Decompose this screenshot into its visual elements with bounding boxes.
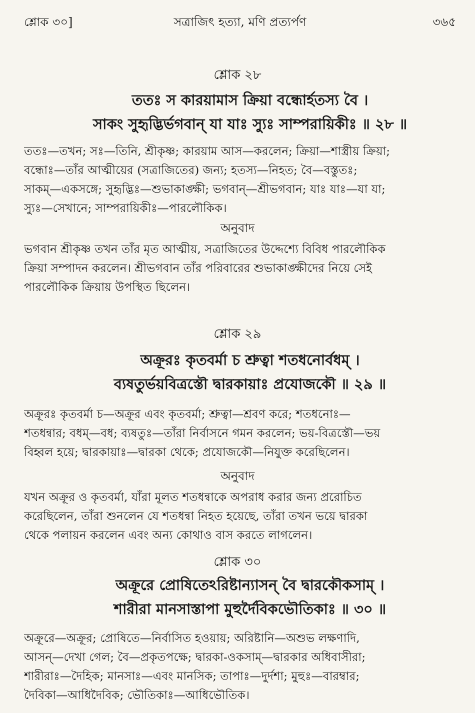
verse-29-translation-heading: অনুবাদ	[220, 469, 255, 483]
translation-line: ক্রিয়া সম্পাদন করলেন। শ্রীভগবান তাঁর পরিবারের শুভাকাঙ্ক্ষীদের নিয়ে সেই	[24, 261, 373, 275]
verse-29-number: শ্লোক ২৯	[213, 327, 262, 342]
word-meaning-line: শারীরাঃ—দৈহিক; মানসাঃ—এবং মানসিক; তাপাঃ—দুর্দশা; মুহুঃ—বারম্বার;	[24, 669, 360, 683]
verse-28-translation-heading: অনুবাদ	[220, 221, 255, 235]
word-meaning-line: শতধন্বার; বধম্—বধ; ব্যষতুঃ—তাঁরা নির্বাসনে গমন করলেন; ভয়-বিত্রস্তৌ—ভয়	[24, 426, 381, 440]
verse-29-word-meanings	[24, 405, 456, 462]
verse-28-number: শ্লোক ২৮	[213, 68, 262, 83]
translation-line: ভগবান শ্রীকৃষ্ণ তখন তাঁর মৃত আত্মীয়, সত্রাজিতের উদ্দেশ্যে বিবিধ পারলৌকিক	[24, 242, 386, 256]
verse-30-word-meanings	[24, 629, 456, 705]
verse-30-line-2: শারীরা মানসাস্তাপা মুহুর্দৈবিকভৌতিকাঃ ॥ ৩০ ॥	[113, 601, 387, 618]
word-meaning-line: সাকম্—একসঙ্গে; সুহৃদ্ভিঃ—শুভাকাঙ্ক্ষী; ভগবান্—শ্রীভগবান; যাঃ যাঃ—যা যা;	[24, 182, 386, 196]
page-number: ৩৬৫	[432, 15, 456, 29]
word-meaning-line: বন্ধোঃ—তাঁর আত্মীয়ের (সত্রাজিতের) জন্য; হতস্য—নিহত; বৈ—বস্তুতঃ;	[24, 163, 358, 177]
verse-29-translation	[24, 488, 456, 545]
translation-line: থেকে পলায়ন করলেন এবং অন্য কোথাও বাস করতে লাগলেন।	[24, 528, 313, 542]
chapter-title: সত্রাজিৎ হত্যা, মণি প্রত্যর্পণ	[173, 15, 307, 29]
translation-line: যখন অক্রূর ও কৃতবর্মা, যাঁরা মূলত শতধন্বাকে অপরাধ করার জন্য প্ররোচিত	[24, 490, 362, 504]
word-meaning-line: অক্রূরঃ কৃতবর্মা চ—অক্রূর এবং কৃতবর্মা; শ্রুত্বা—শ্রবণ করে; শতধনোঃ—	[24, 407, 351, 421]
verse-28-translation	[24, 240, 456, 297]
page-header	[24, 14, 456, 36]
verse-28-word-meanings	[24, 142, 456, 218]
word-meaning-line: দৈবিকা—আধিদৈবিক; ভৌতিকাঃ—আধিভৌতিক।	[24, 688, 250, 702]
verse-29-line-2: ব্যষতুর্ভয়বিত্রস্তৌ দ্বারকায়াঃ প্রযোজকৌ ॥ ২৯ ॥	[113, 376, 387, 393]
verse-30-line-1: অক্রূরে প্রোষিতেঽরিষ্টান্যাসন্ বৈ দ্বারকৌকসাম্ ।	[115, 577, 385, 594]
header-verse-ref: শ্লোক ৩০]	[24, 15, 73, 29]
word-meaning-line: স্যুঃ—সেখানে; সাম্পরায়িকীঃ—পারলৌকিক।	[24, 201, 227, 215]
verse-29-line-1: অক্রূরঃ কৃতবর্মা চ শ্রুত্বা শতধনোর্বধম্ ।	[140, 352, 360, 369]
verse-28-line-2: সাকং সুহৃদ্ভির্ভগবান্ যা যাঃ স্যুঃ সাম্পরায়িকীঃ ॥ ২৮ ॥	[92, 116, 408, 133]
verse-30-number: শ্লোক ৩০	[213, 555, 262, 570]
translation-line: পারলৌকিক ক্রিয়ায় উপস্থিত ছিলেন।	[24, 280, 191, 294]
translation-line: করেছিলেন, তাঁরা শুনলেন যে শতধন্বা নিহত হয়েছে, তাঁরা তখন ভয়ে দ্বারকা	[24, 509, 368, 523]
verse-28-line-1: ততঃ স কারয়ামাস ক্রিয়া বন্ধোর্হতস্য বৈ ।	[131, 92, 369, 109]
word-meaning-line: আসন্—দেখা গেল; বৈ—প্রকৃতপক্ষে; দ্বারকা-ওকসাম্—দ্বারকার অধিবাসীরা;	[24, 650, 366, 664]
word-meaning-line: ততঃ—তখন; সঃ—তিনি, শ্রীকৃষ্ণ; কারয়াম আস—করলেন; ক্রিয়া—শাস্ত্রীয় ক্রিয়া;	[24, 144, 391, 158]
word-meaning-line: অক্রূরে—অক্রূর; প্রোষিতে—নির্বাসিত হওয়ায়; অরিষ্টানি—অশুভ লক্ষণাদি,	[24, 631, 360, 645]
word-meaning-line: বিহ্বল হয়ে; দ্বারকায়াঃ—দ্বারকা থেকে; প্রযোজকৌ—নিযুক্ত করেছিলেন।	[24, 445, 350, 459]
